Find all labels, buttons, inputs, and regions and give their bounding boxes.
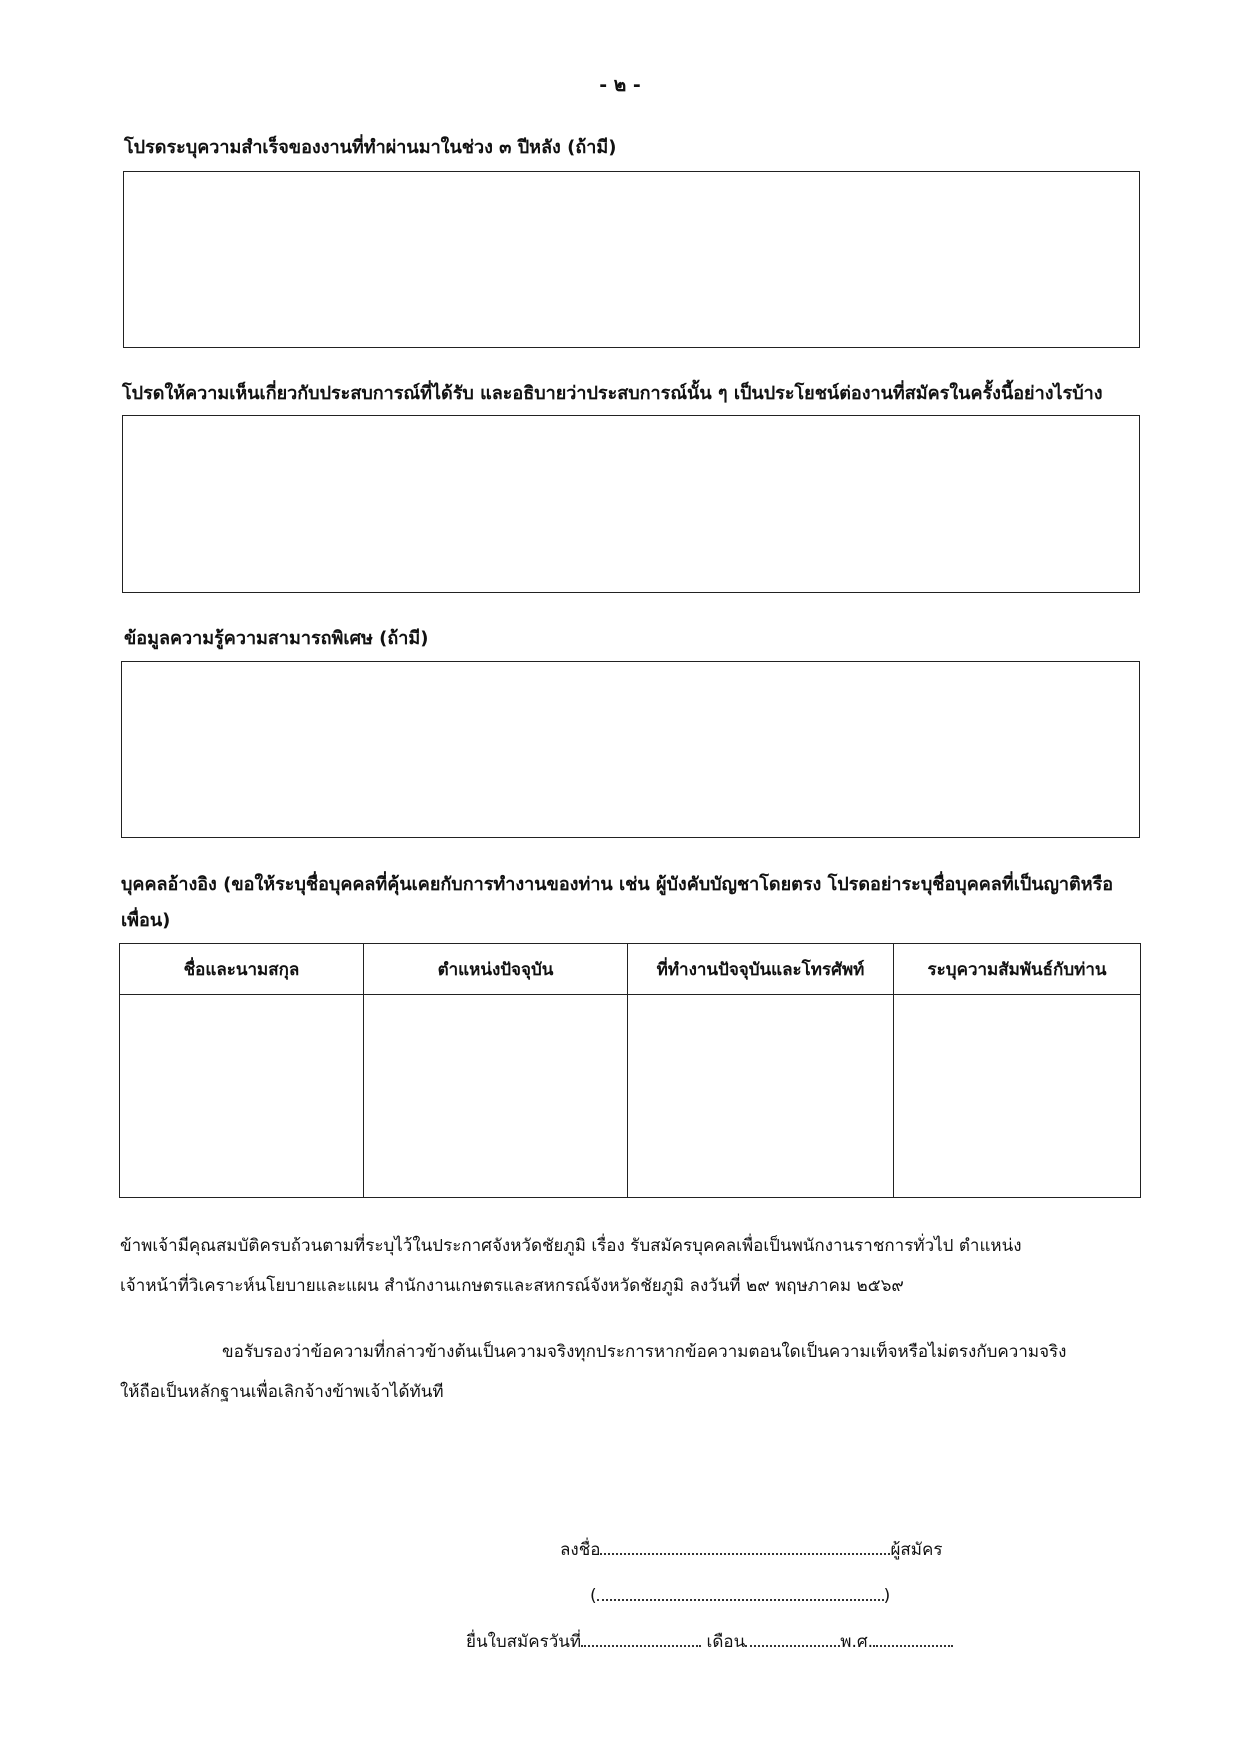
experience-heading: โปรดให้ความเห็นเกี่ยวกับประสบการณ์ที่ได้รับ และอธิบายว่าประสบการณ์นั้น ๆ เป็นประโยชน์ต่องานที่สมัครในครั้งนี้อย่างไรบ้าง bbox=[122, 383, 1103, 404]
printed-name-line bbox=[590, 1581, 890, 1606]
day-field[interactable] bbox=[581, 1627, 701, 1647]
certification-line1: ขอรับรองว่าข้อความที่กล่าวข้างต้นเป็นความจริงทุกประการหากข้อความตอนใดเป็นความเท็จหรือไม่ตรงกับความจริง bbox=[222, 1342, 1067, 1362]
references-header-row bbox=[120, 944, 1141, 995]
month-field[interactable] bbox=[745, 1627, 840, 1647]
column-header-relationship: ระบุความสัมพันธ์กับท่าน bbox=[894, 944, 1141, 995]
column-header-name: ชื่อและนามสกุล bbox=[120, 944, 364, 995]
open-paren: ( bbox=[590, 1586, 597, 1606]
certification-line2: ให้ถือเป็นหลักฐานเพื่อเลิกจ้างข้าพเจ้าได้ทันที bbox=[120, 1382, 444, 1402]
declaration-line1: ข้าพเจ้ามีคุณสมบัติครบถ้วนตามที่ระบุไว้ในประกาศจังหวัดชัยภูมิ เรื่อง รับสมัครบุคคลเพื่อเป็นพนักงานราชการทั่วไป ตำแหน่ง bbox=[120, 1236, 1022, 1256]
cell-relationship[interactable] bbox=[894, 995, 1141, 1198]
references-heading-line2: เพื่อน) bbox=[121, 910, 171, 931]
column-header-workplace: ที่ทำงานปัจจุบันและโทรศัพท์ bbox=[628, 944, 894, 995]
application-date-line bbox=[466, 1627, 953, 1655]
references-table bbox=[119, 943, 1141, 1198]
close-paren: ) bbox=[883, 1586, 891, 1606]
date-label: ยื่นใบสมัครวันที่ bbox=[466, 1632, 582, 1652]
page-number: - ๒ - bbox=[599, 74, 641, 96]
cell-workplace[interactable] bbox=[628, 995, 894, 1198]
sign-label: ลงชื่อ bbox=[560, 1540, 601, 1560]
applicant-label: ผู้สมัคร bbox=[890, 1540, 943, 1560]
special-skills-heading: ข้อมูลความรู้ความสามารถพิเศษ (ถ้ามี) bbox=[124, 628, 429, 649]
signature-line bbox=[560, 1535, 943, 1563]
experience-box[interactable] bbox=[122, 415, 1140, 593]
year-field[interactable] bbox=[873, 1627, 953, 1647]
year-label: พ.ศ. bbox=[840, 1632, 874, 1652]
month-label: เดือน bbox=[706, 1632, 746, 1652]
references-heading-line1: บุคคลอ้างอิง (ขอให้ระบุชื่อบุคคลที่คุ้นเคยกับการทำงานของท่าน เช่น ผู้บังคับบัญชาโดยตรง โปรดอย่าระบุชื่อบุคคลที่เป็นญาติหรือ bbox=[121, 874, 1114, 895]
column-header-position: ตำแหน่งปัจจุบัน bbox=[364, 944, 628, 995]
printed-name-field[interactable] bbox=[597, 1581, 884, 1601]
achievements-heading: โปรดระบุความสำเร็จของงานที่ทำผ่านมาในช่วง ๓ ปีหลัง (ถ้ามี) bbox=[124, 137, 617, 158]
declaration-line2: เจ้าหน้าที่วิเคราะห์นโยบายและแผน สำนักงานเกษตรและสหกรณ์จังหวัดชัยภูมิ ลงวันที่ ๒๙ พฤษภาคม ๒๕๖๙ bbox=[120, 1276, 904, 1296]
special-skills-box[interactable] bbox=[121, 661, 1140, 838]
cell-position[interactable] bbox=[364, 995, 628, 1198]
achievements-box[interactable] bbox=[123, 171, 1140, 348]
cell-name[interactable] bbox=[120, 995, 364, 1198]
signature-field[interactable] bbox=[600, 1535, 890, 1555]
table-row bbox=[120, 995, 1141, 1198]
